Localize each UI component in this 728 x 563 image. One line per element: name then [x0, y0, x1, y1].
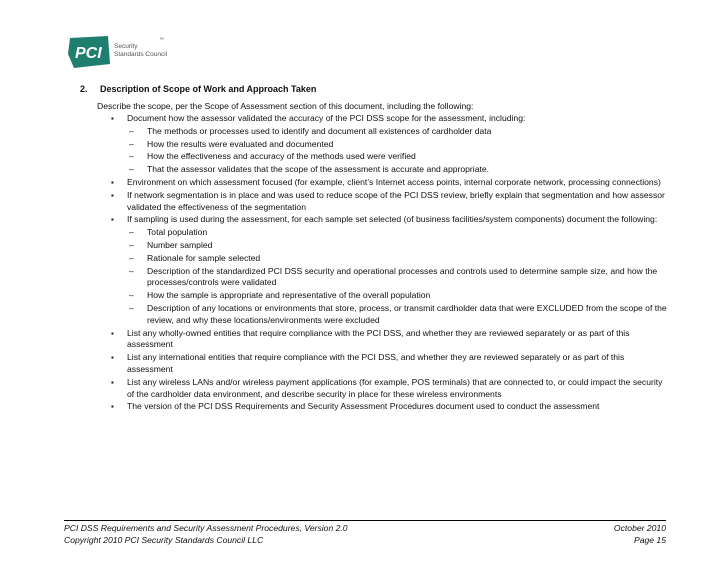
section-heading	[80, 82, 670, 96]
footer-date: October 2010	[613, 523, 666, 533]
list-item-text: The version of the PCI DSS Requirements and Security Assessment Procedures document used to conduct the assessment	[127, 401, 600, 412]
footer-divider	[64, 520, 666, 521]
list-item	[97, 401, 670, 413]
list-item	[97, 190, 670, 214]
sub-list-item: – That the assessor validates that the scope of the assessment is accurate and appropriate.	[127, 164, 670, 176]
sub-list-item: – Description of any locations or environments that store, process, or transmit cardholder data that were EXCLUDED from the scope of the review, and why these locations/environments were excluded	[127, 303, 670, 327]
sub-list-item: – The methods or processes used to identify and document all existences of cardholder data	[127, 126, 670, 138]
footer-doc-title: PCI DSS Requirements and Security Assessment Procedures, Version 2.0	[64, 523, 348, 533]
sub-list-item: – How the results were evaluated and documented	[127, 139, 670, 151]
list-item	[97, 214, 670, 326]
bullet-list	[80, 113, 670, 413]
list-item	[97, 328, 670, 352]
logo-line1: Security	[114, 43, 138, 50]
list-item-text: If sampling is used during the assessment, for each sample set selected (of business facilities/system components) document the following:	[127, 214, 658, 225]
sub-list	[127, 227, 670, 326]
list-item	[97, 377, 670, 401]
section-number: 2.	[80, 84, 88, 94]
pci-logo	[64, 34, 194, 70]
list-item-text: Environment on which assessment focused (for example, client’s Internet access points, internal corporate network, processing connections)	[127, 176, 661, 187]
document-body	[80, 82, 670, 413]
sub-list-item: – Rationale for sample selected	[127, 253, 670, 265]
footer-page-number: Page 15	[633, 535, 666, 545]
logo-trademark: ™	[159, 37, 164, 43]
sub-list-item: – How the effectiveness and accuracy of the methods used were verified	[127, 151, 670, 163]
sub-list-item: – Description of the standardized PCI DSS security and operational processes and controls used to determine sample size, and how the processes/controls were validated	[127, 266, 670, 290]
list-item-text: List any wholly-owned entities that require compliance with the PCI DSS, and whether they are reviewed separately or as part of this assessment	[127, 327, 630, 350]
pci-logo-wordmark	[114, 43, 167, 58]
sub-list-item: – How the sample is appropriate and representative of the overall population	[127, 290, 670, 302]
section-intro: Describe the scope, per the Scope of Assessment section of this document, including the following:	[97, 101, 474, 111]
sub-list-item: – Total population	[127, 227, 670, 239]
list-item-text: Document how the assessor validated the accuracy of the PCI DSS scope for the assessment, including:	[127, 113, 526, 123]
section-title: Description of Scope of Work and Approach Taken	[100, 84, 317, 94]
logo-line2: Standards Council	[114, 50, 168, 58]
pci-logo-mark-text: PCI	[75, 45, 102, 62]
list-item-text: List any international entities that require compliance with the PCI DSS, and whether they are reviewed separately or as part of this assessment	[127, 352, 625, 374]
list-item-text: If network segmentation is in place and was used to reduce scope of the PCI DSS review, briefly explain that segmentation and how assessor validated the effectiveness of the segmentation	[127, 189, 665, 212]
list-item-text: List any wireless LANs and/or wireless payment applications (for example, POS terminals) that are connected to, or could impact the security of the cardholder data environment, and describe security in place for these wireless environments	[127, 376, 663, 399]
footer-copyright: Copyright 2010 PCI Security Standards Council LLC	[64, 535, 264, 545]
page-footer	[64, 522, 666, 546]
list-item	[97, 352, 670, 376]
list-item	[97, 177, 670, 189]
sub-list	[127, 126, 670, 176]
pci-logo-mark	[64, 34, 112, 70]
sub-list-item: – Number sampled	[127, 240, 670, 252]
list-item	[97, 113, 670, 176]
